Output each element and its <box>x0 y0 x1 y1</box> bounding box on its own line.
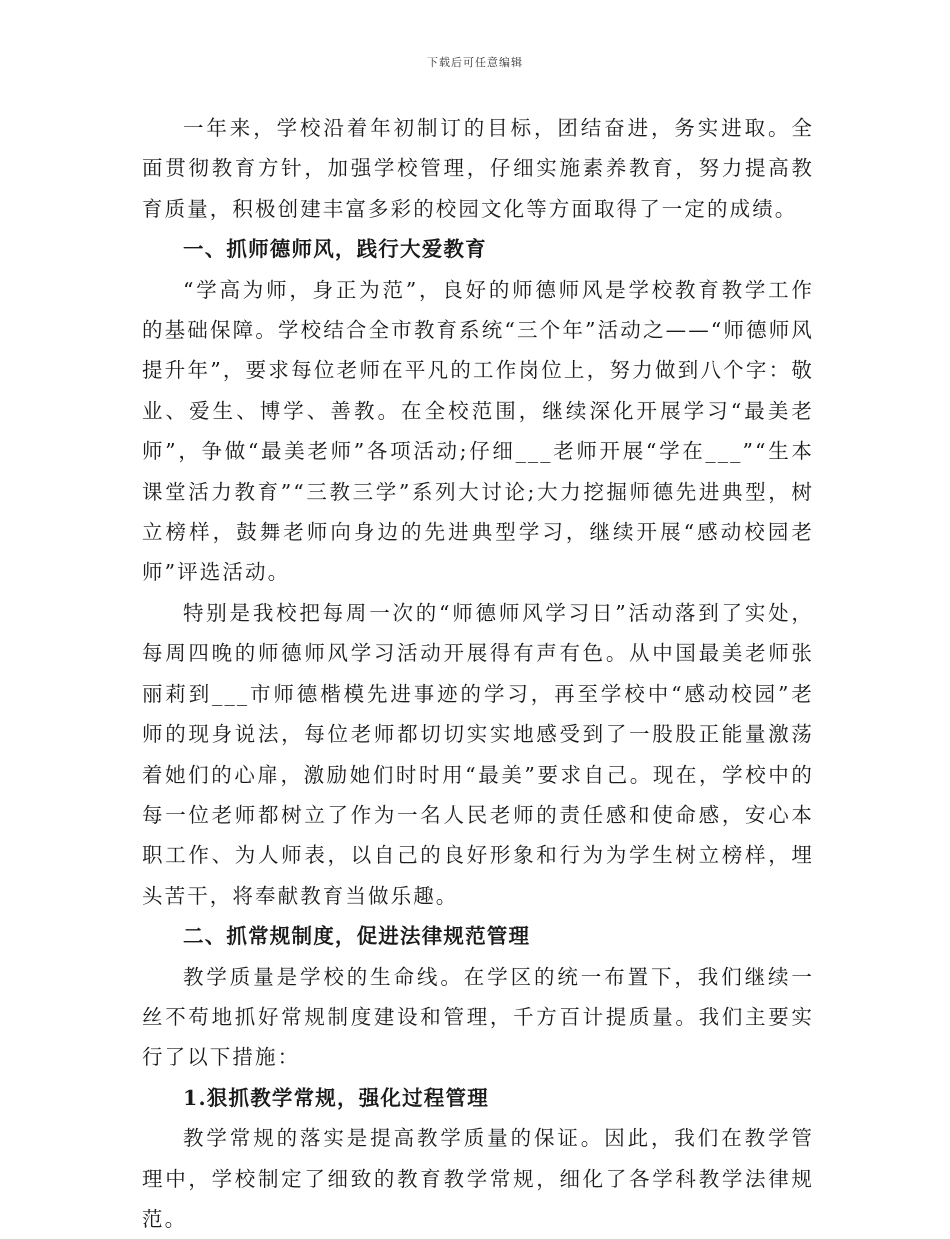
subsection-heading-1: 1.狠抓教学常规，强化过程管理 <box>183 1085 489 1110</box>
section-heading-2: 二、抓常规制度，促进法律规范管理 <box>183 924 531 949</box>
page-header-note: 下载后可任意编辑 <box>427 56 523 69</box>
paragraph-teaching-routine: 教学常规的落实是提高教学质量的保证。因此，我们在教学管理中，学校制定了细致的教育教学常规，细化了各学科教学法律规范。 <box>142 1126 814 1231</box>
intro-paragraph: 一年来，学校沿着年初制订的目标，团结奋进，务实进取。全面贯彻教育方针，加强学校管理，仔细实施素养教育，努力提高教育质量，积极创建丰富多彩的校园文化等方面取得了一定的成绩。 <box>142 116 814 221</box>
paragraph-teacher-ethics: “学高为师，身正为范”，良好的师德师风是学校教育教学工作的基础保障。学校结合全市教育系统“三个年”活动之——“师德师风提升年”，要求每位老师在平凡的工作岗位上，努力做到八个字：敬业、爱生、博学、善教。在全校范围，继续深化开展学习“最美老师”，争做“最美老师”各项活动;仔细___老师开展“学在___”“生本课堂活力教育”“三教三学”系列大讨论;大力挖掘师德先进典型，树立榜样，鼓舞老师向身边的先进典型学习，继续开展“感动校园老师”评选活动。 <box>142 277 814 585</box>
section-heading-1: 一、抓师德师风，践行大爱教育 <box>183 237 487 262</box>
paragraph-teaching-quality: 教学质量是学校的生命线。在学区的统一布置下，我们继续一丝不苟地抓好常规制度建设和管理，千方百计提质量。我们主要实行了以下措施： <box>142 964 814 1070</box>
paragraph-study-day: 特别是我校把每周一次的“师德师风学习日”活动落到了实处，每周四晚的师德师风学习活动开展得有声有色。从中国最美老师张丽莉到___市师德楷模先进事迹的学习，再至学校中“感动校园”老师的现身说法，每位老师都切切实实地感受到了一股股正能量激荡着她们的心扉，激励她们时时用“最美”要求自己。现在，学校中的每一位老师都树立了作为一名人民老师的责任感和使命感，安心本职工作、为人师表，以自己的良好形象和行为为学生树立榜样，埋头苦干，将奉献教育当做乐趣。 <box>142 600 814 908</box>
document-body <box>142 108 814 1239</box>
